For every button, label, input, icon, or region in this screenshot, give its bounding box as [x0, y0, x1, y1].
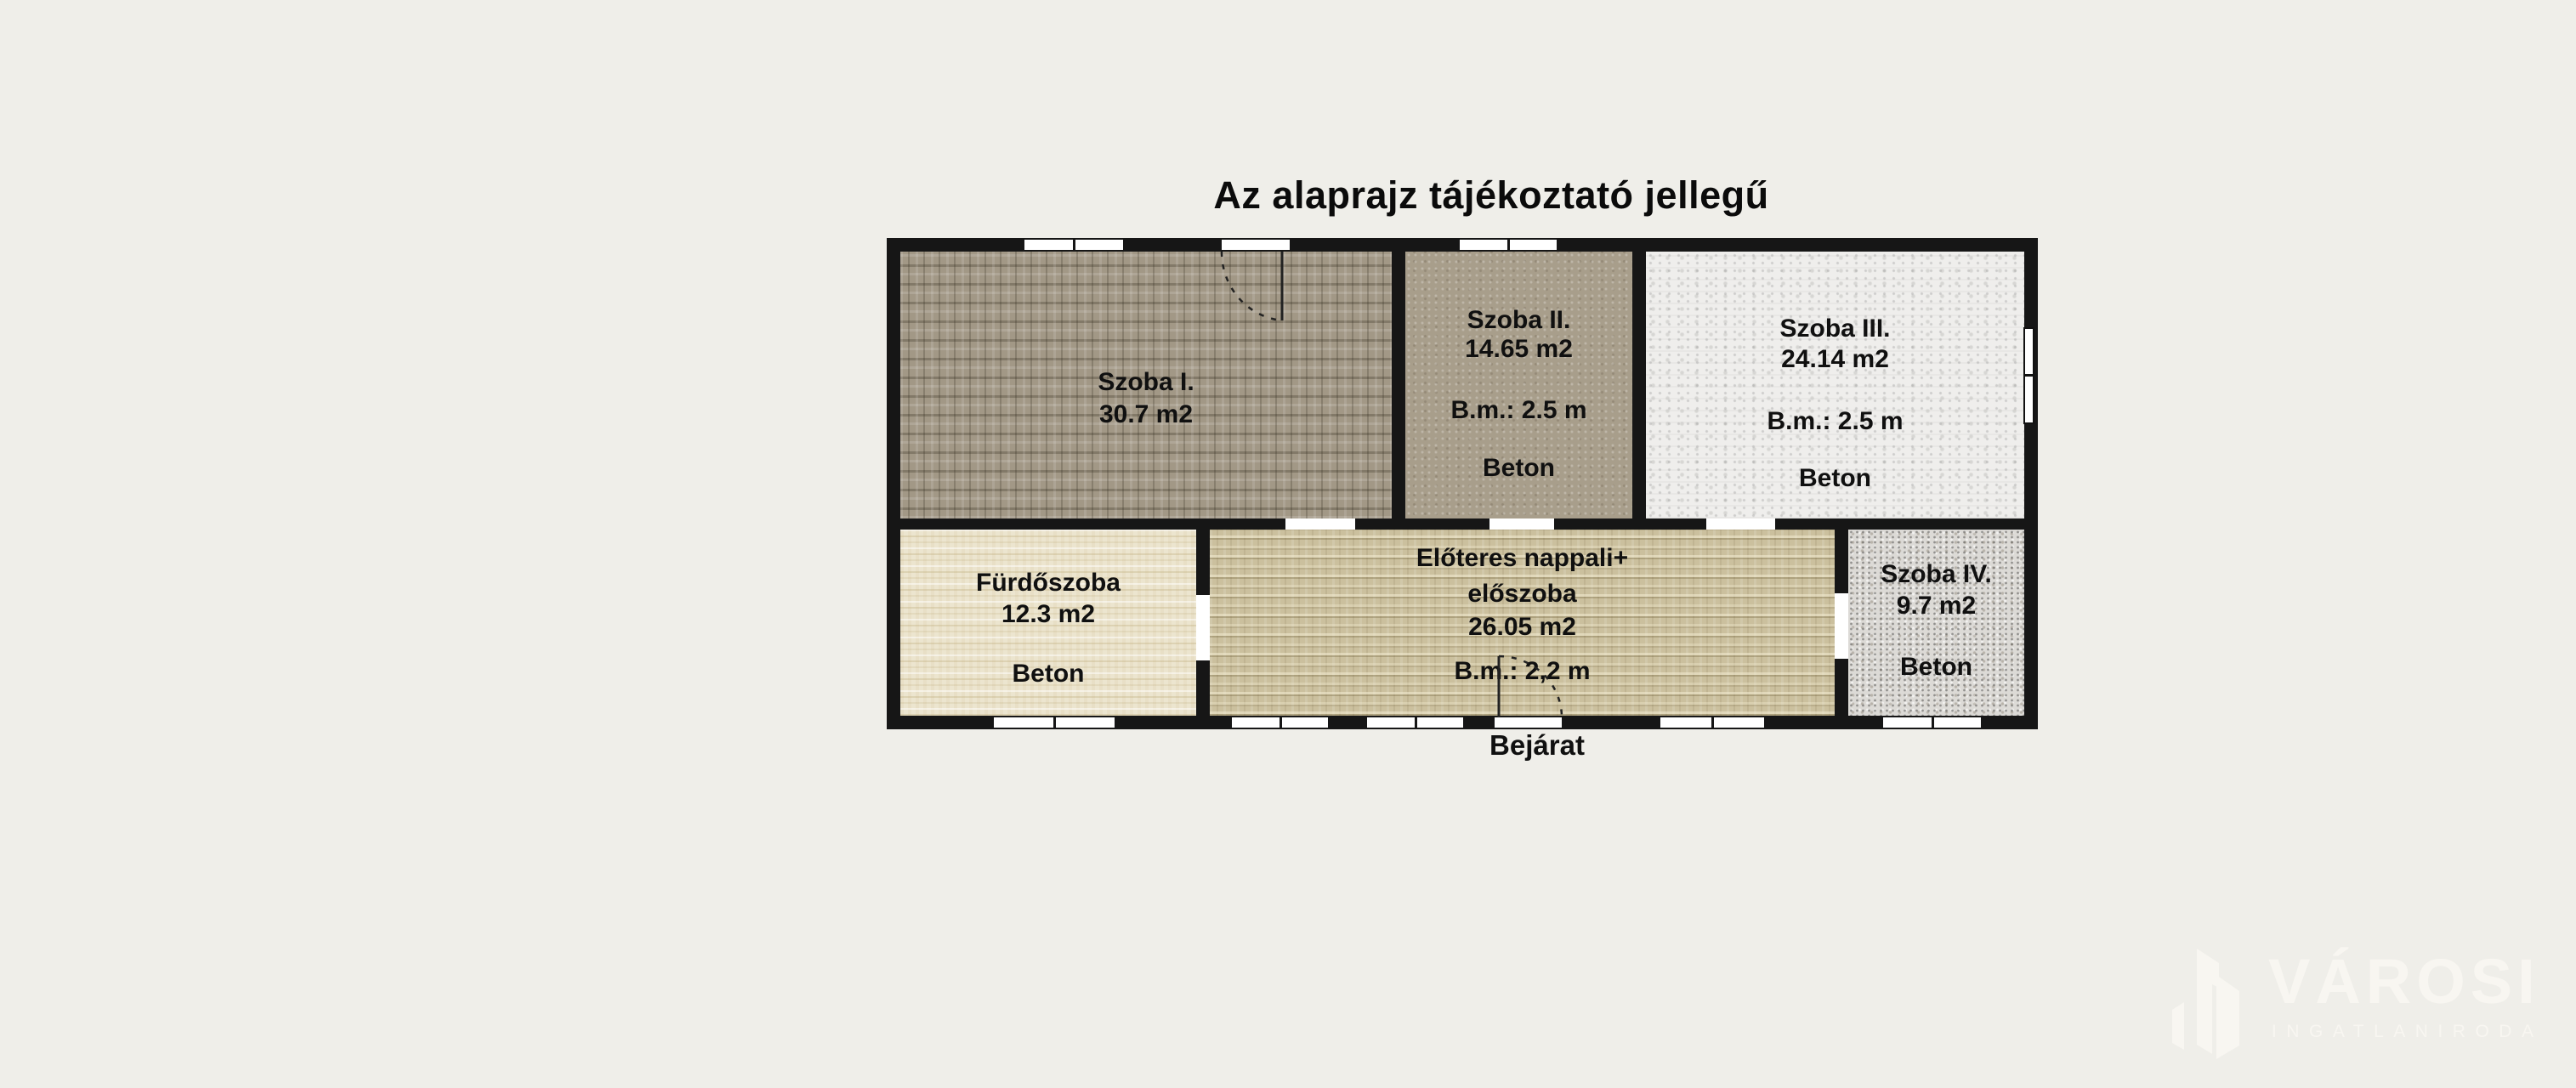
window-mullion	[1507, 240, 1510, 250]
room-szoba-1	[900, 252, 1392, 518]
room-area: 30.7 m2	[1098, 400, 1194, 428]
room-area: 12.3 m2	[1001, 600, 1096, 628]
room-ceiling: B.m.: 2.5 m	[1450, 396, 1587, 424]
room-name: Szoba III.	[1779, 314, 1891, 343]
room-area: 24.14 m2	[1781, 345, 1889, 373]
room-name: Fürdőszoba	[976, 569, 1121, 597]
window-mullion	[1279, 717, 1282, 728]
door-opening	[1706, 518, 1775, 530]
window	[1024, 240, 1123, 250]
brand-name: VÁROSI	[2268, 946, 2540, 1017]
room-szoba-3	[1646, 252, 2024, 518]
door-opening	[1835, 593, 1848, 659]
window-mullion	[1073, 240, 1075, 250]
window	[1883, 717, 1981, 728]
disclaimer-title: Az alaprajz tájékoztató jellegű	[1213, 173, 1769, 217]
room-name-line2: előszoba	[1467, 580, 1577, 608]
window	[1660, 717, 1764, 728]
window-mullion	[1053, 717, 1056, 728]
door-opening	[1196, 595, 1210, 660]
window	[1367, 717, 1463, 728]
entrance-door-opening	[1495, 717, 1562, 728]
window-mullion	[2025, 374, 2033, 377]
buildings-icon	[2170, 947, 2251, 1061]
window-mullion	[1415, 717, 1417, 728]
room-area: 26.05 m2	[1468, 613, 1576, 641]
room-ceiling: B.m.: 2.5 m	[1767, 407, 1904, 435]
room-floor: Beton	[1012, 660, 1085, 688]
room-szoba-4	[1848, 530, 2024, 716]
room-name: Szoba IV.	[1881, 560, 1992, 588]
room-ceiling: B.m.: 2,2 m	[1454, 657, 1591, 685]
entrance-label: Bejárat	[1489, 729, 1585, 761]
room-furdoszoba	[900, 530, 1196, 716]
floorplan	[887, 238, 2038, 729]
window	[2023, 327, 2034, 424]
window	[994, 717, 1115, 728]
brand-watermark	[2170, 944, 2544, 1062]
room-name: Szoba II.	[1467, 306, 1571, 334]
window-mullion	[1932, 717, 1934, 728]
room-area: 9.7 m2	[1896, 592, 1977, 620]
window-mullion	[1711, 717, 1714, 728]
brand-subtitle: INGATLANIRODA	[2272, 1022, 2544, 1041]
room-area: 14.65 m2	[1465, 335, 1573, 363]
room-floor: Beton	[1900, 653, 1972, 681]
room-name: Szoba I.	[1098, 368, 1194, 396]
room-szoba-2	[1405, 252, 1632, 518]
room-floor: Beton	[1483, 454, 1555, 482]
room-floor: Beton	[1799, 464, 1871, 492]
room-name: Előteres nappali+	[1416, 544, 1629, 572]
door-opening	[1285, 518, 1355, 530]
window	[1460, 240, 1557, 250]
door-opening	[1489, 518, 1554, 530]
door-opening	[1222, 240, 1290, 250]
window	[1232, 717, 1328, 728]
room-eloteres-nappali	[1210, 530, 1835, 716]
